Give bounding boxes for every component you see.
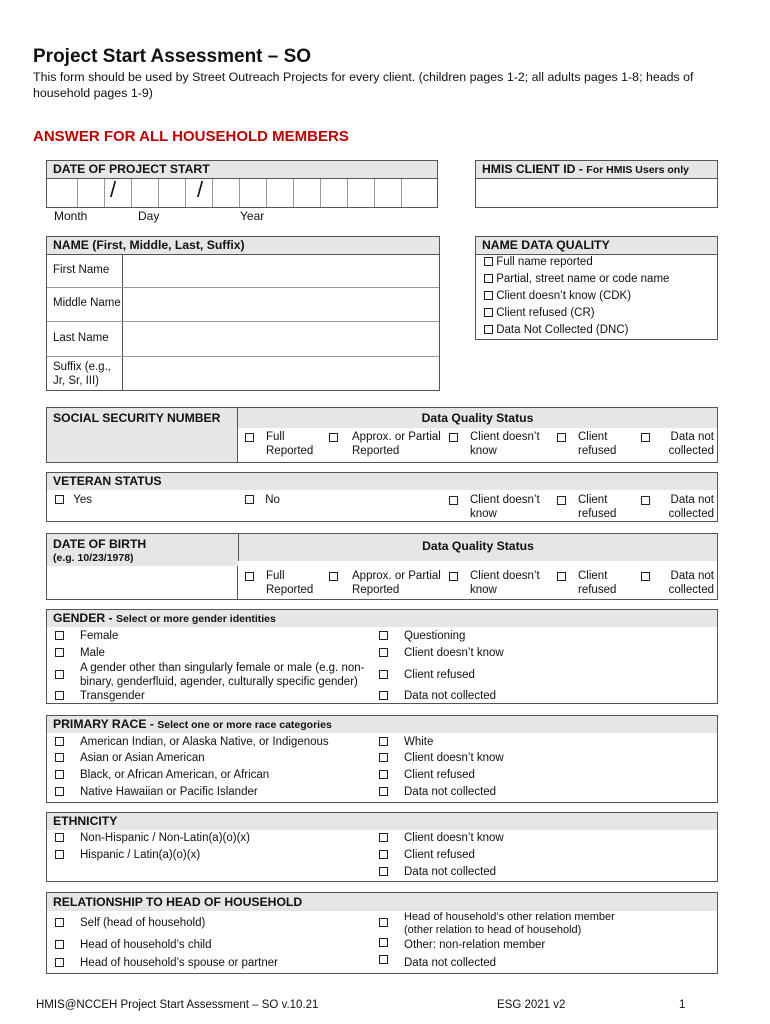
ssn-dnc-option[interactable]: [641, 431, 650, 445]
checkbox-icon[interactable]: [245, 495, 254, 504]
relationship-label: Self (head of household): [80, 917, 206, 929]
date-start-header: DATE OF PROJECT START: [47, 161, 437, 179]
checkbox-icon[interactable]: [55, 670, 64, 679]
checkbox-icon[interactable]: [329, 572, 338, 581]
ssn-cdk-label: Client doesn’t know: [470, 431, 540, 457]
checkbox-icon[interactable]: [55, 770, 64, 779]
race-label: Client doesn’t know: [404, 752, 504, 764]
race-option[interactable]: [55, 736, 64, 750]
checkbox-icon[interactable]: [55, 918, 64, 927]
checkbox-icon[interactable]: [449, 433, 458, 442]
ethnicity-option[interactable]: [379, 832, 388, 846]
relationship-option[interactable]: [55, 917, 64, 931]
checkbox-icon[interactable]: [379, 918, 388, 927]
relationship-label: Head of household’s spouse or partner: [80, 957, 278, 969]
checkbox-icon[interactable]: [379, 955, 388, 964]
name-box: [46, 236, 440, 391]
last-name-label: Last Name: [53, 332, 109, 344]
checkbox-icon[interactable]: [55, 833, 64, 842]
dob-input[interactable]: [47, 566, 238, 599]
checkbox-icon[interactable]: [379, 631, 388, 640]
first-name-input[interactable]: [123, 255, 439, 287]
ssn-approx-option[interactable]: [329, 431, 338, 445]
ssn-refused-label: Client refused: [578, 431, 617, 457]
dob-dq-header: Data Quality Status: [238, 534, 717, 561]
checkbox-icon[interactable]: [55, 631, 64, 640]
gender-option[interactable]: [379, 669, 388, 683]
gender-label: Client refused: [404, 669, 475, 681]
checkbox-icon[interactable]: [484, 308, 493, 317]
checkbox-icon[interactable]: [484, 257, 493, 266]
veteran-cdk-label: Client doesn’t know: [470, 494, 540, 520]
ethnicity-box: [46, 812, 718, 882]
name-quality-option[interactable]: Data Not Collected (DNC): [484, 324, 629, 338]
checkbox-icon[interactable]: [557, 433, 566, 442]
relationship-label: Data not collected: [404, 957, 497, 969]
dob-full-option[interactable]: [245, 570, 254, 584]
checkbox-icon[interactable]: [557, 496, 566, 505]
veteran-dnc-label: Data not collected: [668, 494, 714, 520]
checkbox-icon[interactable]: [55, 691, 64, 700]
gender-label: Transgender: [80, 690, 145, 702]
race-option[interactable]: [379, 769, 388, 783]
checkbox-icon[interactable]: [557, 572, 566, 581]
dob-box: [46, 533, 718, 600]
checkbox-icon[interactable]: [379, 938, 388, 947]
checkbox-icon[interactable]: [484, 291, 493, 300]
ssn-full-label: Full Reported: [266, 431, 314, 457]
checkbox-icon[interactable]: [379, 648, 388, 657]
ethnicity-label: Non-Hispanic / Non-Latin(a)(o)(x): [80, 832, 250, 844]
page-number: 1: [679, 999, 686, 1011]
last-name-input[interactable]: [123, 322, 439, 356]
dob-cdk-label: Client doesn’t know: [470, 570, 540, 596]
gender-label: Client doesn’t know: [404, 647, 504, 659]
gender-option[interactable]: [379, 690, 388, 704]
gender-option[interactable]: [55, 669, 64, 683]
relationship-option[interactable]: [379, 917, 388, 931]
race-label: Data not collected: [404, 786, 497, 798]
veteran-box: [46, 472, 718, 522]
relationship-option[interactable]: [379, 954, 388, 968]
name-quality-option[interactable]: Client refused (CR): [484, 307, 595, 321]
veteran-refused-label: Client refused: [578, 494, 617, 520]
gender-label: Data not collected: [404, 690, 497, 702]
checkbox-icon[interactable]: [245, 572, 254, 581]
checkbox-icon[interactable]: [641, 496, 650, 505]
gender-box: [46, 609, 718, 704]
race-label: White: [404, 736, 434, 748]
relationship-option[interactable]: [55, 957, 64, 971]
ssn-refused-option[interactable]: [557, 431, 566, 445]
name-quality-header: NAME DATA QUALITY: [476, 237, 717, 255]
middle-name-label: Middle Name: [53, 297, 121, 309]
checkbox-icon[interactable]: [641, 433, 650, 442]
checkbox-icon[interactable]: [641, 572, 650, 581]
suffix-input[interactable]: [123, 357, 439, 390]
dob-dnc-label: Data not collected: [668, 570, 714, 596]
dob-refused-option[interactable]: [557, 570, 566, 584]
checkbox-icon[interactable]: [55, 850, 64, 859]
dob-full-label: Full Reported: [266, 570, 314, 596]
race-option[interactable]: [55, 752, 64, 766]
name-quality-option[interactable]: Client doesn’t know (CDK): [484, 290, 631, 304]
ssn-header: SOCIAL SECURITY NUMBER: [47, 408, 238, 462]
race-option[interactable]: [379, 752, 388, 766]
checkbox-icon[interactable]: [329, 433, 338, 442]
page-title: Project Start Assessment – SO: [33, 46, 312, 67]
ethnicity-option[interactable]: [379, 866, 388, 880]
ethnicity-header: ETHNICITY: [47, 813, 717, 830]
relationship-box: [46, 892, 718, 974]
section-heading: ANSWER FOR ALL HOUSEHOLD MEMBERS: [33, 128, 349, 145]
ethnicity-option[interactable]: [379, 849, 388, 863]
relationship-label: Other: non-relation member: [404, 939, 546, 951]
date-slash-2: /: [197, 177, 204, 202]
checkbox-icon[interactable]: [245, 433, 254, 442]
hmis-id-box: [475, 160, 718, 208]
ssn-dnc-label: Data not collected: [668, 431, 714, 457]
ssn-box: [46, 407, 718, 463]
gender-option[interactable]: [55, 690, 64, 704]
ethnicity-label: Hispanic / Latin(a)(o)(x): [80, 849, 201, 861]
checkbox-icon[interactable]: [379, 850, 388, 859]
gender-label: Male: [80, 647, 105, 659]
date-slash-1: /: [110, 177, 117, 202]
relationship-option[interactable]: [55, 939, 64, 953]
checkbox-icon[interactable]: [55, 940, 64, 949]
checkbox-icon[interactable]: [55, 648, 64, 657]
ethnicity-option[interactable]: [55, 832, 64, 846]
ethnicity-label: Client doesn’t know: [404, 832, 504, 844]
checkbox-icon[interactable]: [55, 787, 64, 796]
gender-option[interactable]: [379, 630, 388, 644]
date-start-box: [46, 160, 438, 208]
ssn-dq-header: Data Quality Status: [238, 408, 717, 428]
name-quality-option[interactable]: Full name reported: [484, 256, 593, 270]
race-option[interactable]: [55, 786, 64, 800]
veteran-header: VETERAN STATUS: [47, 473, 717, 490]
checkbox-icon[interactable]: [55, 753, 64, 762]
checkbox-icon[interactable]: [379, 691, 388, 700]
gender-label: A gender other than singularly female or male (e.g. non-binary, genderfluid, agender, culturally specific gender): [80, 662, 365, 688]
hmis-id-title: HMIS CLIENT ID -: [482, 162, 587, 176]
checkbox-icon[interactable]: [55, 495, 64, 504]
footer-left: HMIS@NCCEH Project Start Assessment – SO v.10.21: [36, 999, 319, 1011]
relationship-label: Head of household’s other relation member (other relation to head of household): [404, 911, 615, 936]
checkbox-icon[interactable]: [379, 770, 388, 779]
veteran-no-option[interactable]: No: [245, 494, 280, 508]
checkbox-icon[interactable]: [484, 274, 493, 283]
veteran-cdk-option[interactable]: [449, 494, 458, 508]
hmis-id-input[interactable]: [476, 179, 717, 207]
relationship-label: Head of household’s child: [80, 939, 212, 951]
dob-approx-label: Approx. or Partial Reported: [352, 570, 441, 596]
checkbox-icon[interactable]: [449, 572, 458, 581]
name-quality-box: [475, 236, 718, 340]
ethnicity-label: Data not collected: [404, 866, 497, 878]
ssn-cdk-option[interactable]: [449, 431, 458, 445]
middle-name-input[interactable]: [123, 288, 439, 321]
suffix-label: Suffix (e.g., Jr, Sr, III): [53, 361, 111, 387]
gender-option[interactable]: [55, 647, 64, 661]
checkbox-icon[interactable]: [484, 325, 493, 334]
name-quality-option[interactable]: Partial, street name or code name: [484, 273, 669, 287]
dob-cdk-option[interactable]: [449, 570, 458, 584]
race-label: Black, or African American, or African: [80, 769, 270, 781]
dob-header: DATE OF BIRTH: [53, 537, 147, 551]
hmis-id-subtitle: For HMIS Users only: [586, 164, 689, 176]
checkbox-icon[interactable]: [449, 496, 458, 505]
dob-refused-label: Client refused: [578, 570, 617, 596]
checkbox-icon[interactable]: [55, 958, 64, 967]
race-box: [46, 715, 718, 803]
race-label: Asian or Asian American: [80, 752, 205, 764]
name-header: NAME (First, Middle, Last, Suffix): [47, 237, 439, 255]
checkbox-icon[interactable]: [379, 737, 388, 746]
checkbox-icon[interactable]: [379, 867, 388, 876]
race-header-sub: Select one or more race categories: [157, 719, 332, 731]
dob-dnc-option[interactable]: [641, 570, 650, 584]
first-name-label: First Name: [53, 264, 110, 276]
checkbox-icon[interactable]: [379, 787, 388, 796]
veteran-yes-option[interactable]: Yes: [55, 494, 92, 508]
day-label: Day: [138, 209, 160, 223]
gender-header-sub: Select or more gender identities: [115, 613, 276, 625]
checkbox-icon[interactable]: [55, 737, 64, 746]
checkbox-icon[interactable]: [379, 753, 388, 762]
hmis-id-header: [476, 161, 717, 179]
dob-header-cell: [47, 534, 238, 566]
race-option[interactable]: [379, 736, 388, 750]
gender-label: Questioning: [404, 630, 466, 642]
ssn-approx-label: Approx. or Partial Reported: [352, 431, 441, 457]
intro-text: This form should be used by Street Outreach Projects for every client. (children pages 1-2; all adults pages 1-8; heads of household pages 1-9): [33, 70, 694, 100]
month-label: Month: [54, 209, 88, 223]
date-start-fields[interactable]: [47, 179, 437, 207]
race-option[interactable]: [55, 769, 64, 783]
relationship-header: RELATIONSHIP TO HEAD OF HOUSEHOLD: [47, 893, 717, 911]
race-label: American Indian, or Alaska Native, or Indigenous: [80, 736, 329, 748]
dob-approx-option[interactable]: [329, 570, 338, 584]
checkbox-icon[interactable]: [379, 670, 388, 679]
gender-header: GENDER - Select or more gender identities: [47, 610, 717, 627]
relationship-option[interactable]: [379, 937, 388, 951]
gender-option[interactable]: [379, 647, 388, 661]
race-label: Native Hawaiian or Pacific Islander: [80, 786, 258, 798]
checkbox-icon[interactable]: [379, 833, 388, 842]
gender-option[interactable]: [55, 630, 64, 644]
gender-label: Female: [80, 630, 119, 642]
footer-center: ESG 2021 v2: [497, 999, 566, 1011]
ethnicity-option[interactable]: [55, 849, 64, 863]
year-label: Year: [240, 209, 265, 223]
veteran-dnc-option[interactable]: [641, 494, 650, 508]
ethnicity-label: Client refused: [404, 849, 475, 861]
dob-example: (e.g. 10/23/1978): [53, 552, 134, 564]
race-option[interactable]: [379, 786, 388, 800]
race-header: PRIMARY RACE - Select one or more race categories: [47, 716, 717, 733]
ssn-full-option[interactable]: [245, 431, 254, 445]
veteran-refused-option[interactable]: [557, 494, 566, 508]
race-label: Client refused: [404, 769, 475, 781]
